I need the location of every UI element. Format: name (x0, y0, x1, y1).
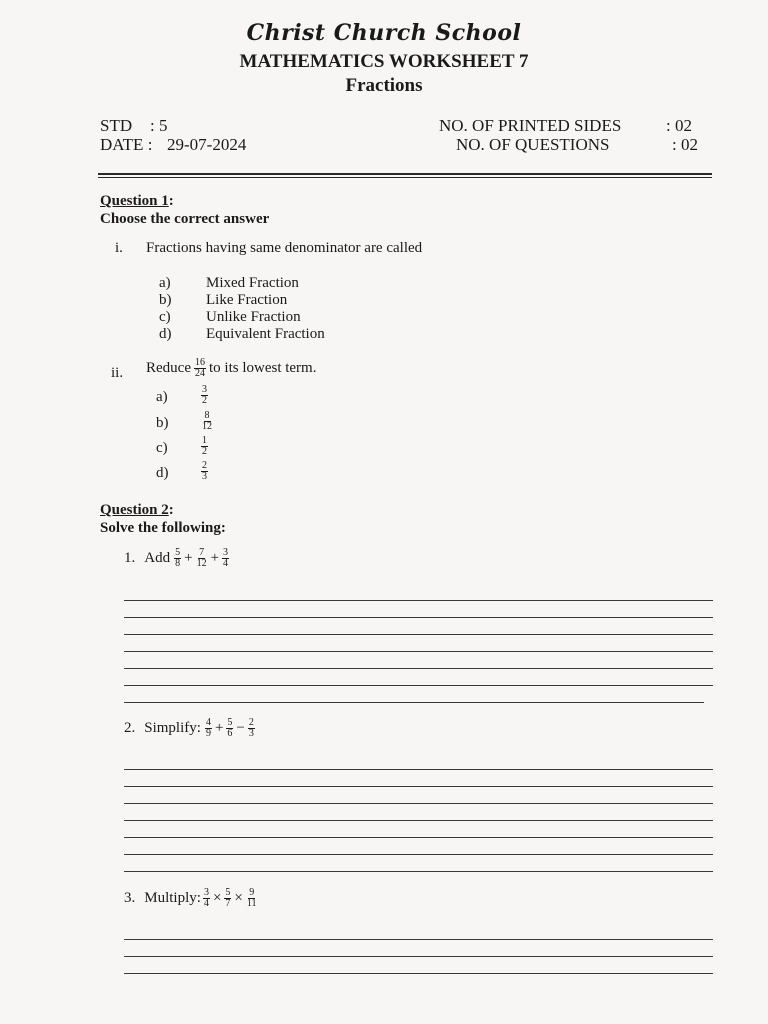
q1-ii-b-num: 8 (204, 410, 210, 421)
answer-line (124, 939, 713, 940)
date-label: DATE : (100, 135, 153, 154)
q2-p2-operator-2: − (236, 720, 245, 736)
q2-p3-f2-num: 5 (225, 887, 231, 898)
q2-p3-f3-den: 11 (246, 898, 257, 909)
q1-i-option-b-label: b) (159, 292, 172, 308)
q2-p3-f1-den: 4 (203, 898, 209, 909)
q2-p1-frac-1 (174, 548, 181, 569)
question-1-instruction: Choose the correct answer (100, 211, 270, 227)
q2-p3-text: Multiply: (144, 890, 201, 906)
q2-p2-f3-den: 3 (248, 728, 254, 739)
q1-i-option-a-text: Mixed Fraction (206, 275, 299, 291)
answer-line (124, 651, 713, 652)
q1-ii-post: to its lowest term. (208, 360, 317, 376)
answer-line (124, 871, 713, 872)
q2-p3-operator-2: × (234, 890, 243, 906)
q2-p1-number: 1. (124, 550, 136, 566)
q1-ii-option-c-fraction (200, 436, 209, 457)
q1-ii-option-b-fraction (200, 411, 214, 432)
q2-p2-operator-1: + (214, 720, 224, 736)
answer-line (124, 973, 713, 974)
question-1-colon: : (168, 193, 174, 209)
q1-ii-option-c-label: c) (156, 440, 168, 456)
q1-ii-a-den: 2 (202, 395, 207, 406)
q2-p3-f3-num: 9 (249, 887, 255, 898)
q2-problem-3 (124, 888, 259, 909)
q1-ii-d-num: 2 (202, 460, 207, 471)
q1-ii-option-b-label: b) (156, 415, 169, 431)
q2-p1-f2-den: 12 (196, 558, 207, 569)
header-divider-thin (98, 177, 712, 178)
header-divider (98, 173, 712, 175)
printed-sides-value: : 02 (666, 116, 692, 135)
q1-ii-frac-den: 24 (194, 368, 205, 379)
date-value: 29-07-2024 (167, 135, 247, 154)
answer-line (124, 702, 704, 703)
q2-p1-f2-num: 7 (199, 547, 205, 558)
q1-ii-b-den: 12 (202, 421, 212, 432)
q2-p1-f3-den: 4 (223, 558, 229, 569)
q2-p3-number: 3. (124, 890, 136, 906)
answer-line (124, 786, 713, 787)
question-2-instruction: Solve the following: (100, 520, 226, 536)
question-1-label: Question 1 (100, 193, 169, 209)
q2-p1-operator-2: + (210, 550, 220, 566)
q2-p1-frac-2 (196, 548, 208, 569)
q2-p3-frac-2 (224, 888, 231, 909)
questions-count-label: NO. OF QUESTIONS (456, 135, 610, 154)
q2-p3-operator-1: × (212, 890, 222, 906)
q2-p1-f1-num: 5 (175, 547, 181, 558)
answer-line (124, 820, 713, 821)
q2-p1-f1-den: 8 (175, 558, 181, 569)
q1-i-option-a-label: a) (159, 275, 171, 291)
q2-p3-frac-1 (203, 888, 210, 909)
q1-i-option-d-text: Equivalent Fraction (206, 326, 325, 342)
answer-line (124, 600, 713, 601)
questions-count-value: : 02 (672, 135, 698, 154)
q1-i-option-c-label: c) (159, 309, 171, 325)
q1-i-number: i. (115, 240, 123, 256)
answer-line (124, 634, 713, 635)
worksheet-topic: Fractions (345, 75, 423, 96)
q1-i-option-c-text: Unlike Fraction (206, 309, 301, 325)
question-1-heading (100, 193, 174, 210)
question-2-heading (100, 502, 174, 519)
q2-p1-f3-num: 3 (223, 547, 229, 558)
answer-line (124, 803, 713, 804)
q1-i-option-b-text: Like Fraction (206, 292, 288, 308)
q2-p2-frac-3 (248, 718, 255, 739)
q1-ii-fraction (194, 358, 206, 379)
q1-ii-option-a-label: a) (156, 389, 168, 405)
q1-i-text: Fractions having same denominator are called (146, 240, 423, 256)
q2-p1-text: Add (144, 550, 171, 566)
q1-ii-text (146, 358, 316, 379)
worksheet-title: MATHEMATICS WORKSHEET 7 (239, 51, 529, 72)
answer-line (124, 956, 713, 957)
question-2-colon: : (168, 502, 174, 518)
q1-i-option-d-label: d) (159, 326, 172, 342)
q1-ii-c-den: 2 (202, 446, 207, 457)
q1-ii-pre: Reduce (146, 360, 191, 376)
q1-ii-option-d-fraction (200, 461, 209, 482)
answer-line (124, 769, 713, 770)
answer-line (124, 854, 713, 855)
q1-ii-option-d-label: d) (156, 465, 169, 481)
answer-line (124, 685, 713, 686)
q1-ii-c-num: 1 (202, 435, 207, 446)
q2-p2-f2-num: 5 (227, 717, 233, 728)
school-name: Christ Church School (246, 20, 522, 46)
printed-sides-label: NO. OF PRINTED SIDES (439, 116, 622, 135)
q1-ii-d-den: 3 (202, 471, 207, 482)
q2-p1-frac-3 (222, 548, 229, 569)
q2-p3-frac-3 (246, 888, 258, 909)
q1-ii-number: ii. (111, 365, 124, 381)
q2-p2-f3-num: 2 (248, 717, 254, 728)
q2-p2-number: 2. (124, 720, 136, 736)
q2-p2-frac-2 (226, 718, 233, 739)
q2-p2-f1-num: 4 (205, 717, 211, 728)
answer-line (124, 837, 713, 838)
question-2-label: Question 2 (100, 502, 169, 518)
q2-problem-1 (124, 548, 230, 569)
std-value: : 5 (150, 116, 168, 135)
q2-p2-f2-den: 6 (227, 728, 233, 739)
q2-problem-2 (124, 718, 256, 739)
q2-p2-frac-1 (205, 718, 212, 739)
answer-line (124, 668, 713, 669)
q2-p3-f1-num: 3 (203, 887, 209, 898)
std-label: STD (100, 116, 133, 135)
q1-ii-option-a-fraction (200, 385, 209, 406)
q1-ii-a-num: 3 (202, 384, 207, 395)
q2-p2-text: Simplify: (144, 720, 201, 736)
q2-p2-f1-den: 9 (205, 728, 211, 739)
q2-p3-f2-den: 7 (225, 898, 231, 909)
q2-p1-operator-1: + (184, 550, 193, 566)
answer-line (124, 617, 713, 618)
q1-ii-frac-num: 16 (194, 357, 205, 368)
